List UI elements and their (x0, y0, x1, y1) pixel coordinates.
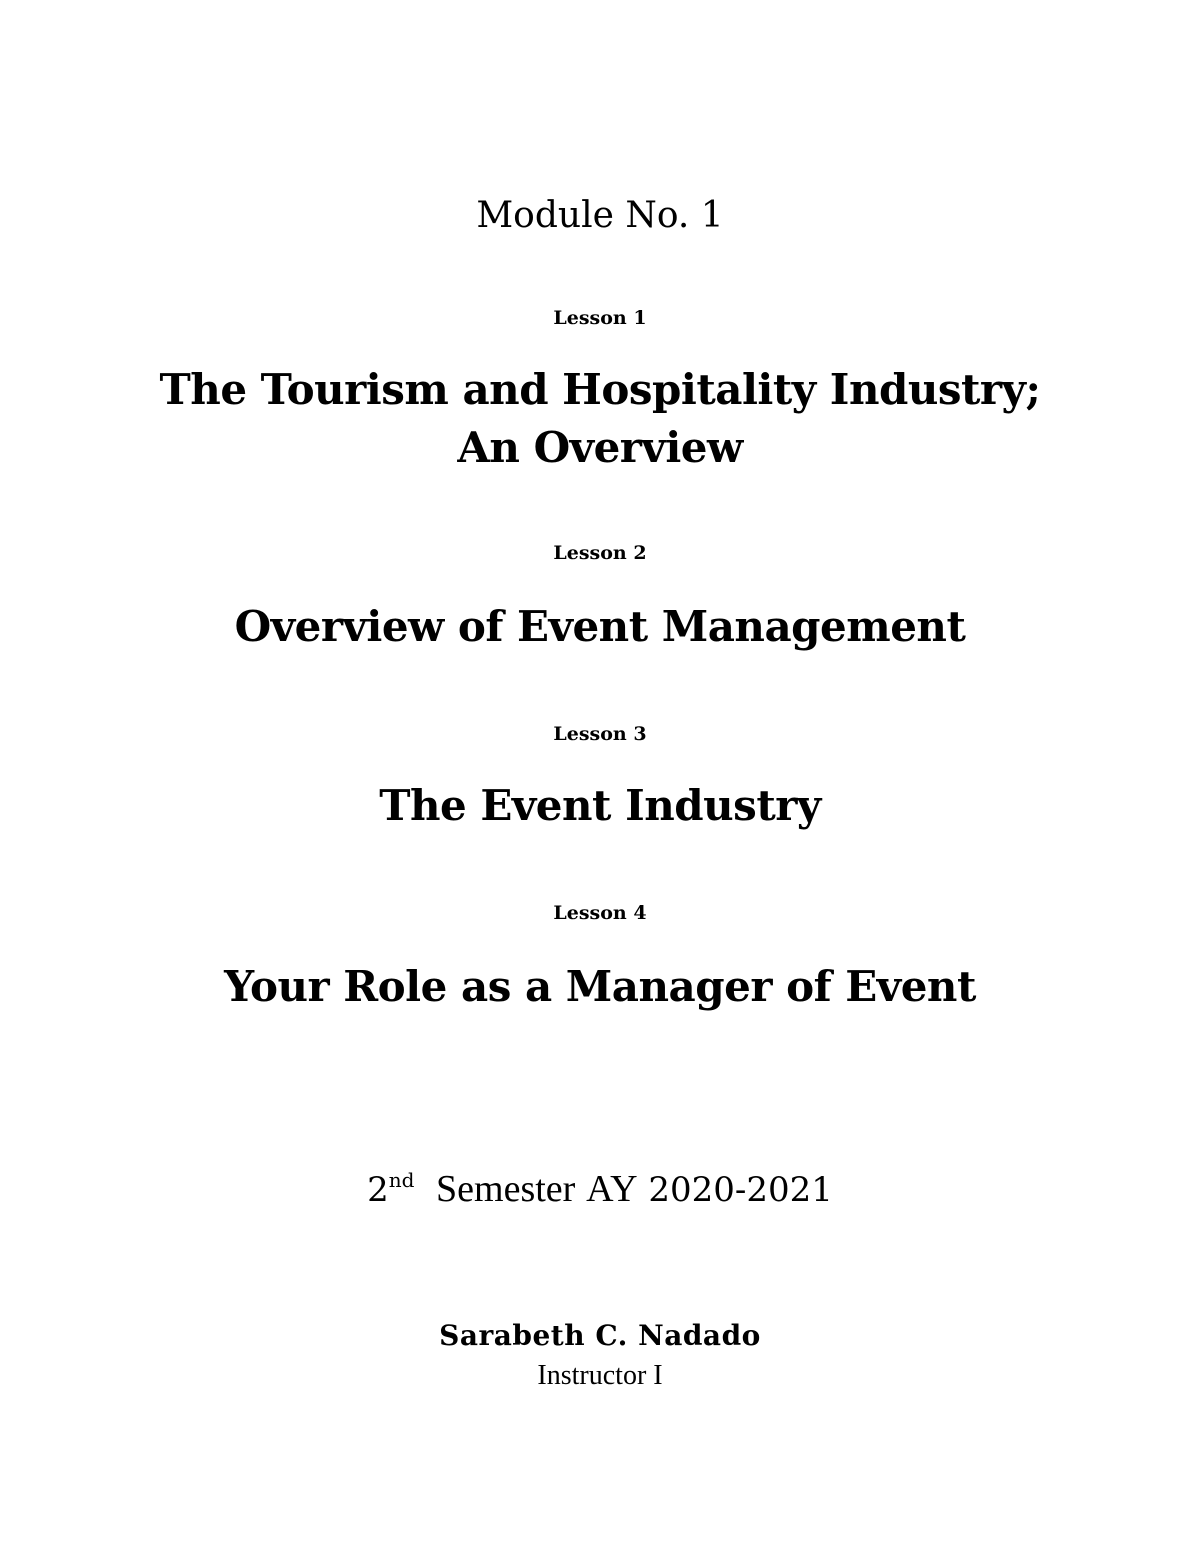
lesson-4-title: Your Role as a Manager of Event (224, 962, 976, 1011)
semester-ordinal-suffix: nd (388, 1168, 415, 1192)
lesson-2-title: Overview of Event Management (234, 602, 966, 651)
lesson-1-label: Lesson 1 (553, 307, 647, 329)
instructor-role: Instructor I (537, 1360, 663, 1391)
lesson-3-label: Lesson 3 (553, 723, 647, 745)
lesson-1-title-line-1: The Tourism and Hospitality Industry; (159, 365, 1041, 414)
module-title: Module No. 1 (476, 195, 724, 236)
lesson-2-label: Lesson 2 (553, 542, 647, 564)
lesson-4-label: Lesson 4 (553, 902, 647, 924)
semester-ordinal-number: 2 (367, 1170, 389, 1210)
academic-year-label: AY (586, 1168, 638, 1210)
semester-word: Semester (436, 1168, 576, 1210)
semester-line (0, 1170, 1200, 1208)
instructor-name: Sarabeth C. Nadado (439, 1319, 761, 1352)
lesson-1-title-line-2: An Overview (457, 423, 743, 472)
academic-year-range: 2020-2021 (648, 1170, 833, 1210)
lesson-3-title: The Event Industry (379, 781, 821, 830)
